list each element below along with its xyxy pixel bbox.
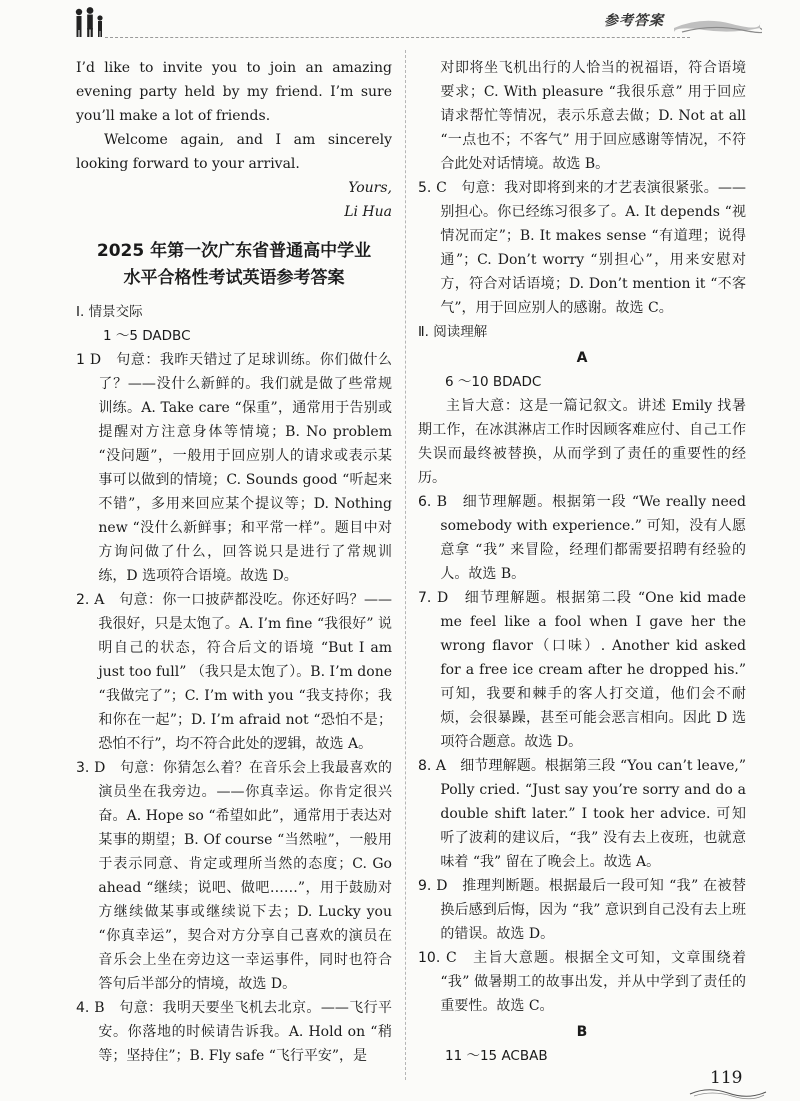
item-text: C 句意：我对即将到来的才艺表演很紧张。——别担心。你已经练习很多了。A. It depends “视情况而定”；B. It makes sense “有道理；说得通”；C. Don’t worry “别担心”，用来安慰对方，符合对话语境；D. Don’t mention it “不客气”，用于回应别人的感谢。故选 C。 bbox=[436, 180, 746, 316]
page-header bbox=[0, 0, 800, 50]
answer-key-3: 11 ～15 ACBAB bbox=[445, 1048, 548, 1064]
explanation-item bbox=[418, 586, 746, 754]
item-number: 3. bbox=[76, 760, 90, 776]
item-number: 9. bbox=[418, 878, 432, 894]
item-text: D 细节理解题。根据第二段 “One kid made me feel like a fool when I gave her the wrong flavor（口味）. Another kid asked for a free ice cream after he dropped his.” 可知，我要和棘手的客人打交道，他们会不耐烦，会很暴躁，甚至可能会恶言相向。因此 D 选项符合题意。故选 D。 bbox=[437, 590, 746, 750]
item-text: C 主旨大意题。根据全文可知，文章围绕着 “我” 做暑期工的故事出发，并从中学到了责任的重要性。故选 C。 bbox=[440, 950, 746, 1014]
item-number: 4. bbox=[76, 1000, 90, 1016]
letter-paragraph-2: Welcome again, and I am sincerely looking forward to your arrival. bbox=[76, 132, 392, 172]
title-line-1: 2025 年第一次广东省普通高中学业 bbox=[96, 241, 372, 261]
explanation-item bbox=[76, 996, 392, 1068]
letter-paragraph-1: I’d like to invite you to join an amazing evening party held by my friend. I’m sure you’ll make a lot of friends. bbox=[76, 60, 392, 124]
passage-heading-a: A bbox=[576, 350, 588, 366]
item-number: 10. bbox=[418, 950, 441, 966]
item-text: A 句意：你一口披萨都没吃。你还好吗？——我很好，只是太饱了。A. I’m fine “我很好” 说明自己的状态，符合后文的语境 “But I am just too full” （我只是太饱了）。B. I’m done “我做完了”；C. I’m with you “我支持你；我和你在一起”；D. I’m afraid not “恐怕不是；恐怕不行”，均不符合此处的逻辑，故选 A。 bbox=[94, 592, 393, 752]
header-rule bbox=[105, 37, 690, 38]
explanation-item bbox=[418, 874, 746, 946]
page-number: 119 bbox=[710, 1068, 743, 1088]
item-number: 2. bbox=[76, 592, 90, 608]
left-column bbox=[76, 56, 392, 1068]
header-tag: 参考答案 bbox=[604, 13, 664, 29]
item-text: D 句意：我昨天错过了足球训练。你们做什么了？——没什么新鲜的。我们就是做了些常规训练。A. Take care “保重”，通常用于告别或提醒对方注意身体等情境；B. No problem “没问题”，一般用于回应别人的请求或表示某事可以做到的情境；C. Sounds good “听起来不错”，多用来回应某个提议等；D. Nothing new “没什么新鲜事；和平常一样”。题目中对方询问做了什么，回答说只是进行了常规训练，D 选项符合语境。故选 D。 bbox=[89, 352, 392, 584]
page-title bbox=[76, 238, 392, 292]
explanation-continued bbox=[418, 56, 746, 176]
explanation-item bbox=[76, 588, 392, 756]
explanation-item bbox=[76, 756, 392, 996]
item-number: 8. bbox=[418, 758, 432, 774]
footer-flourish-icon bbox=[688, 1086, 768, 1100]
item-text: B 句意：我明天要坐飞机去北京。——飞行平安。你落地的时候请告诉我。A. Hold on “稍等；坚持住”；B. Fly safe “飞行平安”，是 bbox=[94, 1000, 393, 1064]
column-divider bbox=[405, 50, 406, 1080]
right-column bbox=[418, 56, 746, 1068]
explanation-item bbox=[76, 348, 392, 588]
item-text: 对即将坐飞机出行的人恰当的祝福语，符合语境要求；C. With pleasure “我很乐意” 用于回应请求帮忙等情况，表示乐意去做；D. Not at all “一点也不；不客气” 用于回应感谢等情况，不符合此处对话情境。故选 B。 bbox=[440, 60, 746, 172]
swoosh-icon bbox=[672, 14, 762, 40]
explanation-item bbox=[418, 176, 746, 320]
answer-key-1: 1 ～5 DADBC bbox=[103, 328, 191, 344]
explanation-item bbox=[418, 490, 746, 586]
item-text: A 细节理解题。根据第三段 “You can’t leave,” Polly cried. “Just say you’re sorry and do a double shift later.” I took her advice. 可知听了波莉的建议后，“我” 没有去上夜班，也就意味着 “我” 留在了晚会上。故选 A。 bbox=[435, 758, 746, 870]
section-heading-1: Ⅰ. 情景交际 bbox=[76, 304, 143, 320]
passage-heading-b: B bbox=[576, 1024, 588, 1040]
passage-summary: 主旨大意：这是一篇记叙文。讲述 Emily 找暑期工作，在冰淇淋店工作时因顾客难应付、自己工作失误而最终被替换，从而学到了责任的重要性的经历。 bbox=[418, 398, 746, 486]
title-line-2: 水平合格性考试英语参考答案 bbox=[123, 268, 345, 288]
letter-closing: Yours, bbox=[348, 180, 392, 196]
section-heading-2: Ⅱ. 阅读理解 bbox=[418, 324, 488, 340]
item-number: 1 bbox=[76, 352, 85, 368]
item-text: B 细节理解题。根据第一段 “We really need somebody with experience.” 可知，没有人愿意拿 “我” 来冒险，经理们都需要招聘有经验的人。故选 B。 bbox=[436, 494, 746, 582]
people-icon bbox=[72, 6, 106, 38]
item-text: D 推理判断题。根据最后一段可知 “我” 在被替换后感到后悔，因为 “我” 意识到自己没有去上班的错误。故选 D。 bbox=[436, 878, 746, 942]
explanation-item bbox=[418, 946, 746, 1018]
item-text: D 句意：你猜怎么着？在音乐会上我最喜欢的演员坐在我旁边。——你真幸运。你肯定很兴奋。A. Hope so “希望如此”，通常用于表达对某事的期望；B. Of course “当然啦”，一般用于表示同意、肯定或理所当然的态度；C. Go ahead “继续；说吧、做吧……”，用于鼓励对方继续做某事或继续说下去；D. Lucky you “你真幸运”，契合对方分享自己喜欢的演员在音乐会上坐在旁边这一幸运事件，同时也符合答句后半部分的情境，故选 D。 bbox=[94, 760, 393, 992]
answer-key-2: 6 ～10 BDADC bbox=[445, 374, 542, 390]
item-number: 5. bbox=[418, 180, 432, 196]
item-number: 6. bbox=[418, 494, 432, 510]
item-number: 7. bbox=[418, 590, 432, 606]
explanation-item bbox=[418, 754, 746, 874]
letter-signature: Li Hua bbox=[344, 204, 392, 220]
